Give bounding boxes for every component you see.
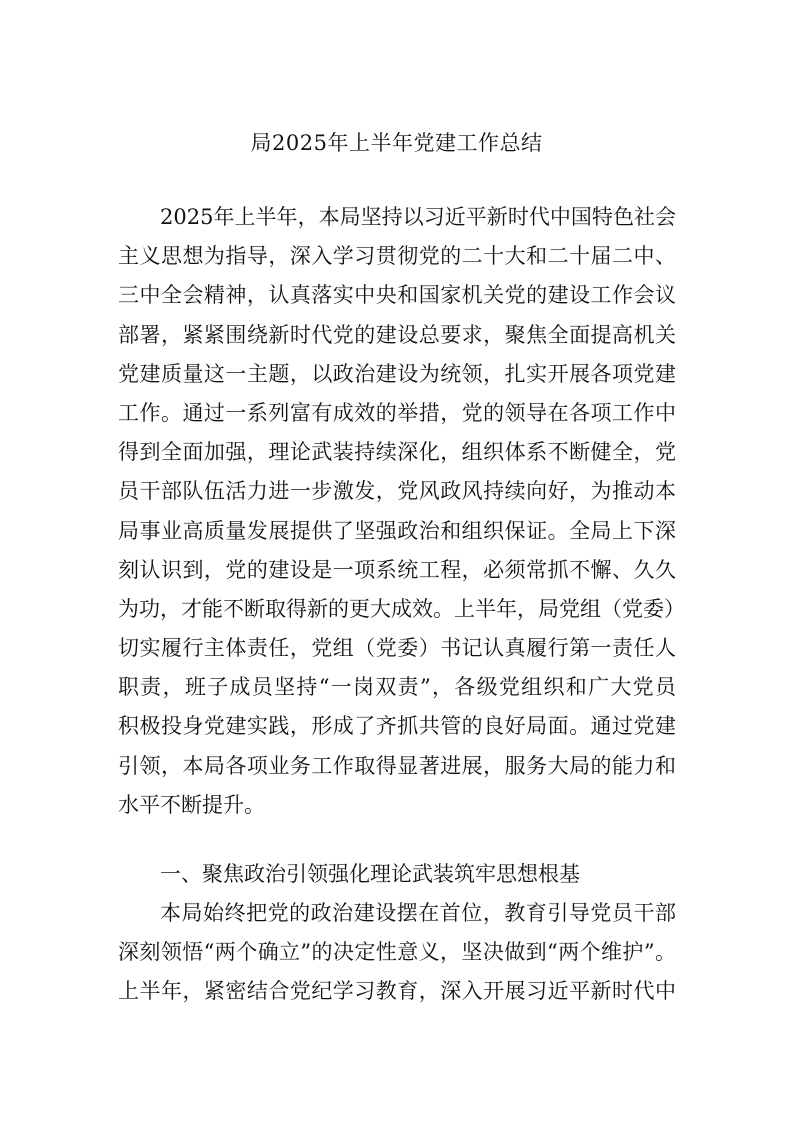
paragraph-line: 职责，班子成员坚持“一岗双责”，各级党组织和广大党员 [118, 675, 676, 700]
paragraph-line: 员干部队伍活力进一步激发，党风政风持续向好，为推动本 [118, 479, 676, 504]
paragraph-line: 得到全面加强，理论武装持续深化，组织体系不断健全，党 [118, 440, 676, 465]
paragraph-line: 工作。通过一系列富有成效的举措，党的领导在各项工作中 [118, 400, 676, 425]
paragraph-line: 三中全会精神，认真落实中央和国家机关党的建设工作会议 [118, 283, 676, 308]
paragraph-line: 党建质量这一主题，以政治建设为统领，扎实开展各项党建 [118, 361, 676, 386]
paragraph-line: 上半年，紧密结合党纪学习教育，深入开展习近平新时代中 [118, 979, 676, 1004]
section-heading [118, 855, 676, 894]
paragraph-line: 为功，才能不断取得新的更大成效。上半年，局党组（党委） [118, 596, 685, 621]
paragraph-line: 切实履行主体责任，党组（党委）书记认真履行第一责任人 [118, 636, 676, 661]
paragraph-line: 引领，本局各项业务工作取得显著进展，服务大局的能力和 [118, 753, 676, 778]
paragraph-line: 深刻领悟“两个确立”的决定性意义，坚决做到“两个维护”。 [118, 940, 676, 965]
paragraph-line: 本局始终把党的政治建设摆在首位，教育引导党员干部 [160, 901, 676, 925]
section-heading-line: 一、聚焦政治引领强化理论武装筑牢思想根基 [160, 862, 580, 886]
paragraph-line: 局事业高质量发展提供了坚强政治和组织保证。全局上下深 [118, 518, 676, 543]
paragraph-section-1 [118, 894, 676, 1012]
paragraph-line: 刻认识到，党的建设是一项系统工程，必须常抓不懈、久久 [118, 557, 676, 582]
paragraph-intro [118, 198, 685, 825]
document-title: 局2025年上半年党建工作总结 [250, 131, 543, 155]
paragraph-line: 积极投身党建实践，形成了齐抓共管的良好局面。通过党建 [118, 714, 676, 739]
paragraph-line: 水平不断提升。 [118, 792, 265, 817]
paragraph-line: 2025年上半年，本局坚持以习近平新时代中国特色社会 [160, 205, 676, 229]
paragraph-line: 部署，紧紧围绕新时代党的建设总要求，聚焦全面提高机关 [118, 322, 676, 347]
paragraph-line: 主义思想为指导，深入学习贯彻党的二十大和二十届二中、 [118, 244, 676, 269]
